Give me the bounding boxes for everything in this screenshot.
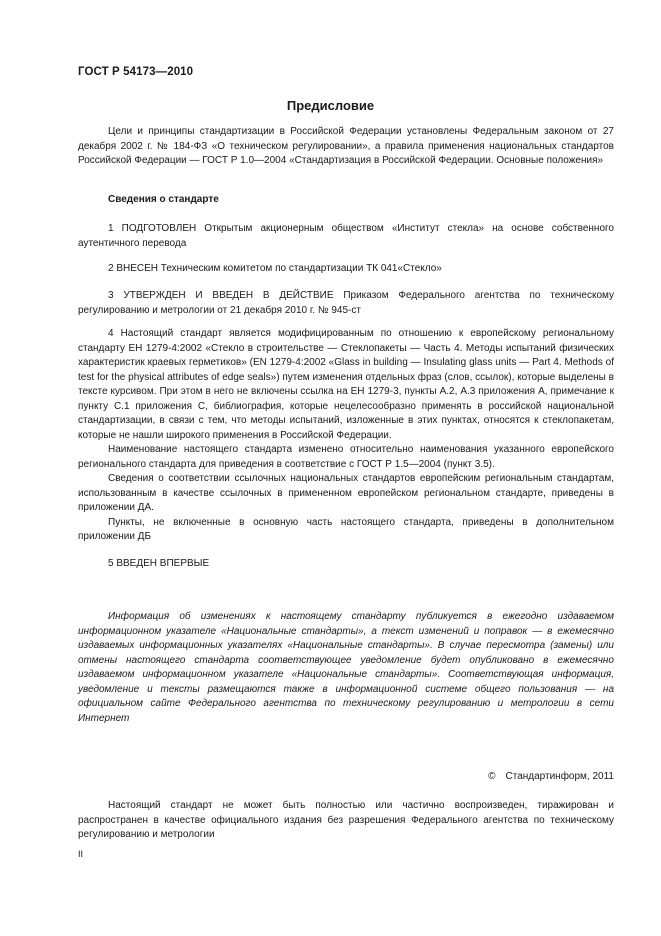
item-2-block (78, 262, 614, 277)
item-2-introduced: 2 ВНЕСЕН Техническим комитетом по стандартизации ТК 041«Стекло» (108, 263, 442, 274)
page-number: II (78, 849, 84, 859)
info-notice-block (78, 610, 614, 726)
intro-paragraph: Цели и принципы стандартизации в Российской Федерации установлены Федеральным законом от 27 декабря 2002 г. № 184-ФЗ «О техническом регулировании», а правила применения национальных стандартов Российской Федерации — ГОСТ Р 1.0—2004 «Стандартизация в Российской Федерации. Основные положения» (78, 126, 614, 166)
item-4-paragraph-3: Сведения о соответствии ссылочных национальных стандартов европейским региональным стандартам, использованным в качестве ссылочных в примененном европейском региональном стандарте, приведены в приложении ДА. (78, 473, 614, 513)
item-1-prepared: 1 ПОДГОТОВЛЕН Открытым акционерным обществом «Институт стекла» на основе собственного аутентичного перевода (78, 223, 614, 249)
copyright-symbol: © (488, 771, 496, 782)
copyright-line (488, 771, 614, 782)
item-1-block (78, 222, 614, 251)
item-4-paragraph-4: Пункты, не включенные в основную часть настоящего стандарта, приведены в дополнительном приложении ДБ (78, 516, 614, 542)
item-4-paragraph-1: 4 Настоящий стандарт является модифицированным по отношению к европейскому региональному стандарту ЕН 1279-4:2002 «Стекло в строительстве — Стеклопакеты — Часть 4. Методы испытаний физических характеристик краевых герметиков» (EN 1279-4:2002 «Glass in building — Insulating glass units — Part 4. Methods of test for the physical attributes of edge seals») путем изменения отдельных фраз (слов, ссылок), которые выделены в тексте курсивом. При этом в него не включены ссылка на ЕН 1279-3, пункты А.2, А.3 приложения А, примечание к пункту С.1 приложения С, библиография, которые нецелесообразно применять в российской национальной стандартизации, в связи с тем, что методы испытаний, изложенные в этих пунктах, относятся к стеклопакетам, которые не нашли широкого применения в Российской Федерации. (78, 328, 614, 441)
rights-notice: Настоящий стандарт не может быть полностью или частично воспроизведен, тиражирован и распространен в качестве официального издания без разрешения Федерального агентства по техническому регулированию и метрологии (78, 800, 614, 840)
item-3-approved: 3 УТВЕРЖДЕН И ВВЕДЕН В ДЕЙСТВИЕ Приказом Федерального агентства по техническому регулированию и метрологии от 21 декабря 2010 г. № 945-ст (78, 290, 614, 316)
section-heading: Сведения о стандарте (108, 194, 219, 205)
item-4-paragraph-2: Наименование настоящего стандарта изменено относительно наименования указанного европейского регионального стандарта для приведения в соответствие с ГОСТ Р 1.5—2004 (пункт 3.5). (78, 444, 614, 470)
standard-number: ГОСТ Р 54173—2010 (78, 66, 194, 78)
rights-notice-block (78, 799, 614, 843)
info-notice: Информация об изменениях к настоящему стандарту публикуется в ежегодно издаваемом информационном указателе «Национальные стандарты», а текст изменений и поправок — в ежемесячно издаваемых информационных указателях «Национальные стандарты». В случае пересмотра (замены) или отмены настоящего стандарта соответствующее уведомление будет опубликовано в ежемесячно издаваемом информационном указателе «Национальные стандарты». Соответствующая информация, уведомление и тексты размещаются также в информационной системе общего пользования — на официальном сайте Федерального агентства по техническому регулированию и метрологии в сети Интернет (78, 611, 614, 724)
item-5-block (78, 557, 614, 572)
copyright-text: Стандартинформ, 2011 (505, 771, 614, 782)
item-5-first-introduced: 5 ВВЕДЕН ВПЕРВЫЕ (108, 558, 210, 569)
page-title: Предисловие (286, 98, 375, 113)
intro-block (78, 125, 614, 169)
item-4-block (78, 327, 614, 545)
item-3-block (78, 289, 614, 318)
